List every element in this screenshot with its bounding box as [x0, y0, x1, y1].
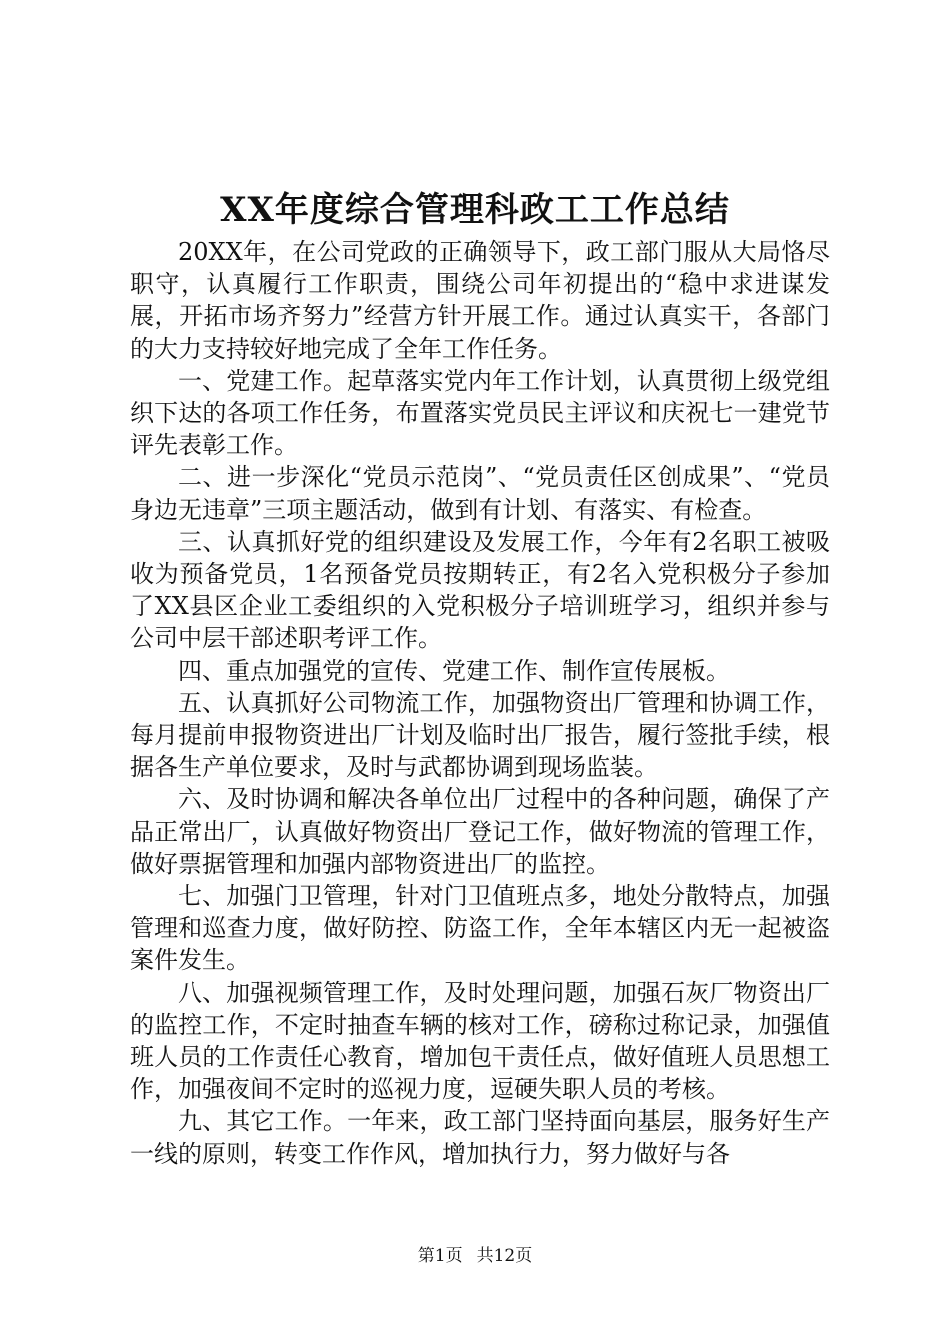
paragraph-themed-activities: 二、进一步深化“党员示范岗”、“党员责任区创成果”、“党员身边无违章”三项主题活动，做到有计划、有落实、有检查。 [130, 463, 830, 524]
paragraph-publicity: 四、重点加强党的宣传、党建工作、制作宣传展板。 [178, 656, 730, 685]
page-number: 第1页 [417, 1246, 463, 1266]
paragraph-coordination: 六、及时协调和解决各单位出厂过程中的各种问题，确保了产品正常出厂，认真做好物资出厂登记工作，做好物流的管理工作，做好票据管理和加强内部物资进出厂的监控。 [130, 785, 830, 878]
paragraph-logistics: 五、认真抓好公司物流工作，加强物资出厂管理和协调工作，每月提前申报物资进出厂计划及临时出厂报告，履行签批手续，根据各生产单位要求，及时与武都协调到现场监装。 [130, 688, 830, 782]
page-total: 共12页 [476, 1246, 533, 1266]
paragraph-intro: 20XX年，在公司党政的正确领导下，政工部门服从大局恪尽职守，认真履行工作职责，围绕公司年初提出的“稳中求进谋发展，开拓市场齐努力”经营方针开展工作。通过认真实干，各部门的大力支持较好地完成了全年工作任务。 [130, 238, 830, 363]
paragraph-video-management: 八、加强视频管理工作，及时处理问题，加强石灰厂物资出厂的监控工作，不定时抽查车辆的核对工作，磅称过称记录，加强值班人员的工作责任心教育，增加包干责任点，做好值班人员思想工作，加强夜间不定时的巡视力度，逗硬失职人员的考核。 [130, 978, 830, 1104]
paragraph-organization-building: 三、认真抓好党的组织建设及发展工作，今年有2名职工被吸收为预备党员，1名预备党员按期转正，有2名入党积极分子参加了XX县区企业工委组织的入党积极分子培训班学习，组织并参与公司中层干部述职考评工作。 [130, 527, 830, 653]
document-body [130, 236, 830, 1170]
page-footer [0, 1244, 950, 1268]
document-title: XX年度综合管理科政工工作总结 [220, 190, 730, 230]
paragraph-party-building: 一、党建工作。起草落实党内年工作计划，认真贯彻上级党组织下达的各项工作任务，布置落实党员民主评议和庆祝七一建党节评先表彰工作。 [130, 366, 830, 460]
paragraph-other-work: 九、其它工作。一年来，政工部门坚持面向基层，服务好生产一线的原则，转变工作作风，增加执行力，努力做好与各 [130, 1107, 830, 1168]
paragraph-gate-management: 七、加强门卫管理，针对门卫值班点多，地处分散特点，加强管理和巡查力度，做好防控、防盗工作，全年本辖区内无一起被盗案件发生。 [130, 882, 830, 975]
